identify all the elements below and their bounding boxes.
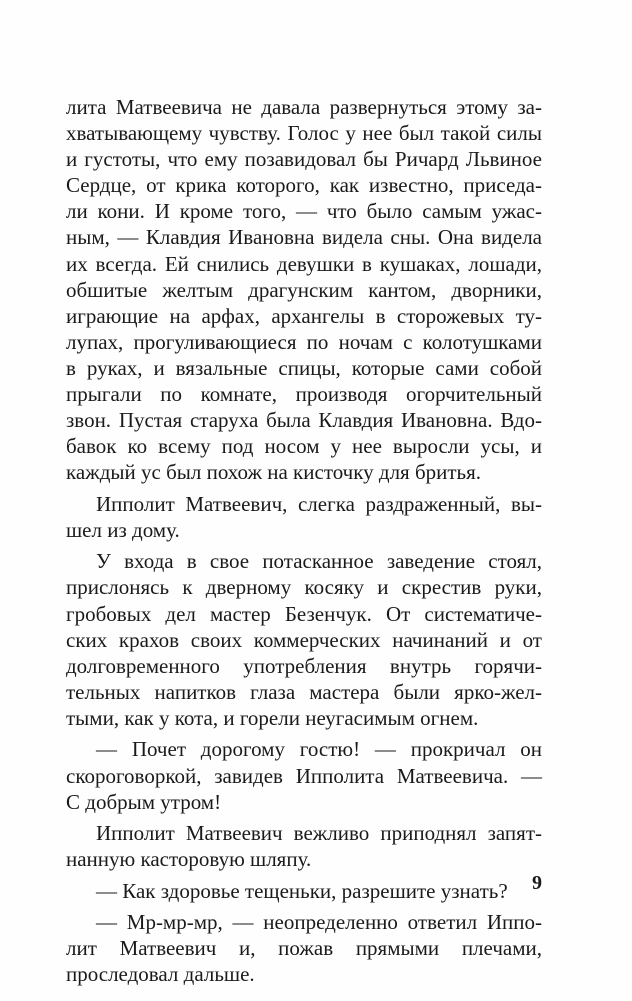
text-line: хватывающему чувству. Голос у нее был такой силы <box>66 121 542 146</box>
text-line: их всегда. Ей снились девушки в кушаках, лошади, <box>66 251 542 276</box>
text-line: лупах, прогуливающиеся по ночам с колотушками <box>66 329 542 354</box>
text-line: ских крахов своих коммерческих начинаний и от <box>66 627 542 652</box>
text-line: скороговоркой, завидев Ипполита Матвеевича. — <box>66 763 542 788</box>
text-line: У входа в свое потасканное заведение стоял, <box>96 549 542 574</box>
text-line: С добрым утром! <box>66 789 222 814</box>
text-line: звон. Пустая старуха была Клавдия Ивановна. Вдо- <box>66 408 542 433</box>
text-line: прыгали по комнате, производя огорчительный <box>66 382 542 407</box>
text-line: Сердце, от крика которого, как известно, приседа- <box>66 173 542 198</box>
page-number: 9 <box>532 872 542 894</box>
text-line: играющие на арфах, архангелы в сторожевых ту- <box>66 303 542 328</box>
body-text <box>66 94 542 987</box>
paragraph <box>66 94 542 485</box>
paragraph <box>66 909 542 987</box>
paragraph <box>66 820 542 872</box>
text-line: — Мр-мр-мр, — неопределенно ответил Иппо- <box>96 910 542 935</box>
text-line: Ипполит Матвеевич, слегка раздраженный, вы- <box>96 491 542 516</box>
paragraph <box>66 491 542 543</box>
text-line: ным, — Клавдия Ивановна видела сны. Она видела <box>66 225 542 250</box>
text-line: гробовых дел мастер Безенчук. От систематиче- <box>66 601 542 626</box>
paragraph <box>66 548 542 731</box>
text-line: в руках, и вязальные спицы, которые сами собой <box>66 355 542 380</box>
paragraph <box>66 736 542 814</box>
text-line: — Почет дорогому гостю! — прокричал он <box>96 737 542 762</box>
paragraph <box>66 878 542 904</box>
text-line: лита Матвеевича не давала развернуться этому за- <box>66 95 542 119</box>
text-line: тыми, как у кота, и горели неугасимым огнем. <box>66 705 479 730</box>
text-line: шел из дому. <box>66 517 180 542</box>
text-line: тельных напитков глаза мастера были ярко-жел- <box>66 679 542 704</box>
text-line: Ипполит Матвеевич вежливо приподнял запят- <box>96 821 542 846</box>
text-line: — Как здоровье тещеньки, разрешите узнать? <box>96 878 508 903</box>
text-line: нанную касторовую шляпу. <box>66 847 312 872</box>
text-line: прислонясь к дверному косяку и скрестив руки, <box>66 575 542 600</box>
text-line: долговременного употребления внутрь горячи- <box>66 653 542 678</box>
text-line: проследовал дальше. <box>66 962 255 987</box>
text-line: ли кони. И кроме того, — что было самым ужас- <box>66 199 542 224</box>
text-line: и густоты, что ему позавидовал бы Ричард Львиное <box>66 147 542 172</box>
text-line: лит Матвеевич и, пожав прямыми плечами, <box>66 936 542 961</box>
text-line: бавок ко всему под носом у нее выросли усы, и <box>66 434 542 459</box>
text-line: каждый ус был похож на кисточку для бритья. <box>66 460 482 485</box>
text-line: обшитые желтым драгунским кантом, дворники, <box>66 277 542 302</box>
